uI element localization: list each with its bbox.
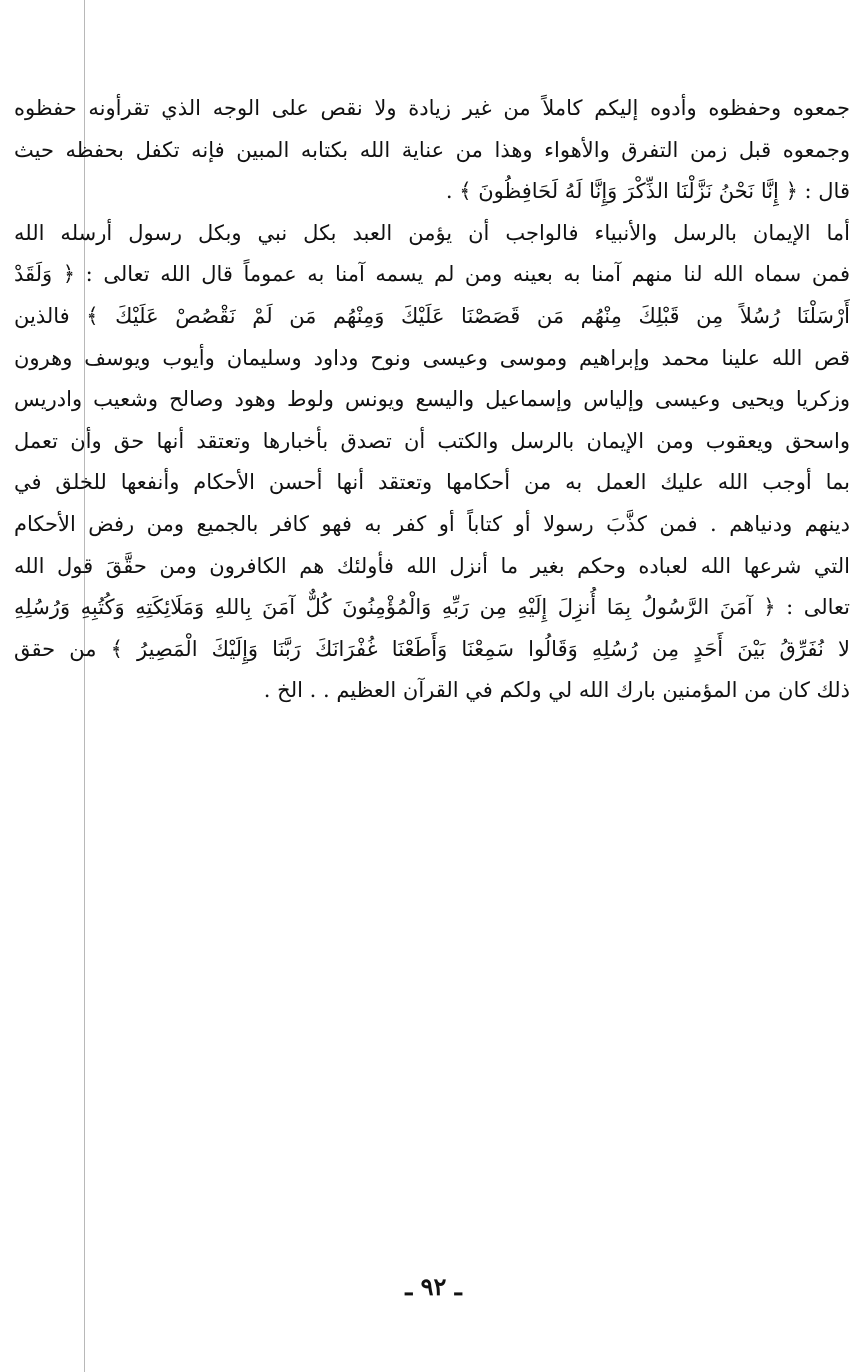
text-line: جمعوه وحفظوه وأدوه إليكم كاملاً من غير زيادة ولا نقص على الوجه الذي تقرأونه حفظوه <box>14 96 850 120</box>
text-line: بما أوجب الله عليك العمل به من أحكامها وتعتقد أنها أحسن الأحكام وأنفعها للخلق في <box>14 470 850 495</box>
text-line: أَرْسَلْنَا رُسُلاً مِن قَبْلِكَ مِنْهُم مَن قَصَصْنَا عَلَيْكَ وَمِنْهُم مَن لَمْ نَقْصُصْ عَلَيْكَ ﴾ فالذين <box>14 303 850 328</box>
text-line: فمن سماه الله لنا منهم آمنا به بعينه ومن لم يسمه آمنا به عموماً قال الله تعالى : ﴿ وَلَقَدْ <box>14 262 850 287</box>
text-line: أما الإيمان بالرسل والأنبياء فالواجب أن يؤمن العبد بكل نبي وبكل رسول أرسله الله <box>14 220 850 245</box>
text-line: واسحق ويعقوب ومن الإيمان بالرسل والكتب أن تصدق بأخبارها وتعتقد أنها حق وأن تعمل <box>14 428 850 453</box>
text-line: وزكريا ويحيى وعيسى وإلياس وإسماعيل واليسع ويونس ولوط وهود وصالح وشعيب وادريس <box>14 387 850 412</box>
text-line: التي شرعها الله لعباده وحكم بغير ما أنزل الله فأولئك هم الكافرون ومن حقَّقَ قول الله <box>14 553 850 578</box>
body-text <box>14 88 850 712</box>
text-line: قص الله علينا محمد وإبراهيم وموسى وعيسى ونوح وداود وسليمان وأيوب ويوسف وهرون <box>14 345 850 370</box>
page-number: ـ ٩٢ ـ <box>405 1272 462 1301</box>
text-line: وجمعوه قبل زمن التفرق والأهواء وهذا من عناية الله بكتابه المبين فإنه تكفل بحفظه حيث <box>14 137 850 162</box>
text-line: دينهم ودنياهم . فمن كذَّبَ رسولا أو كتاباً أو كفر به فهو كافر بالجميع ومن رفض الأحكام <box>14 511 850 536</box>
text-line: لا نُفَرِّقُ بَيْنَ أَحَدٍ مِن رُسُلِهِ وَقَالُوا سَمِعْنَا وَأَطَعْنَا غُفْرَانَكَ رَبَّنَا وَإِلَيْكَ الْمَصِيرُ ﴾ من حقق <box>14 636 850 661</box>
text-line: تعالى : ﴿ آمَنَ الرَّسُولُ بِمَا أُنزِلَ إِلَيْهِ مِن رَبِّهِ وَالْمُؤْمِنُونَ كُلٌّ آمَنَ بِاللهِ وَمَلَائِكَتِهِ وَكُتُبِهِ وَرُسُلِهِ <box>14 595 850 620</box>
text-line: ذلك كان من المؤمنين بارك الله لي ولكم في القرآن العظيم . . الخ . <box>263 678 850 703</box>
text-line: قال : ﴿ إِنَّا نَحْنُ نَزَّلْنَا الذِّكْرَ وَإِنَّا لَهُ لَحَافِظُونَ ﴾ . <box>445 179 850 204</box>
